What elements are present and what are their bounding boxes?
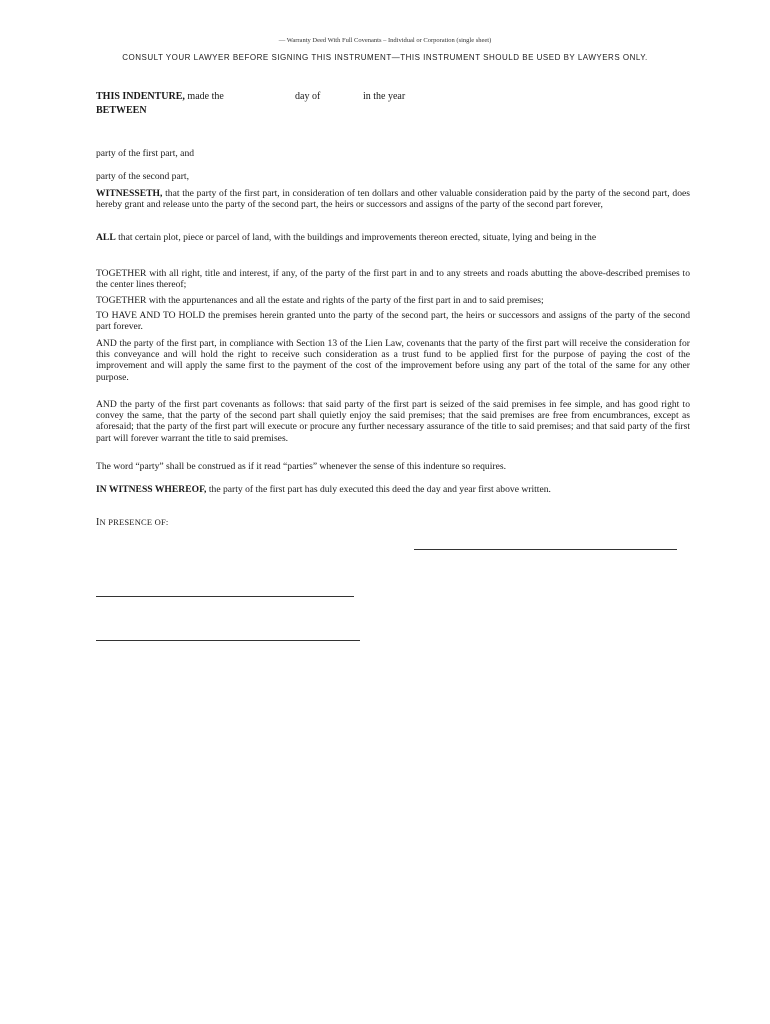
in-witness-text: the party of the first part has duly executed this deed the day and year first above written.	[206, 484, 551, 495]
grantor-signature-line	[414, 549, 677, 550]
lien-law-paragraph: AND the party of the first part, in compliance with Section 13 of the Lien Law, covenants that the party of the first part will receive the consideration for this conveyance and will hold the right to receive such consideration as a trust fund to be applied first for the purpose of paying the cost of the improvement and will apply the same first to the payment of the cost of the improvement before using any part of the total of the same for any other purpose.	[96, 338, 690, 383]
day-of-label: day of	[295, 91, 321, 102]
indenture-heading: THIS INDENTURE,	[96, 91, 185, 102]
witness-signature-line-1	[96, 596, 354, 597]
indenture-line	[96, 91, 224, 102]
together-paragraph-1: TOGETHER with all right, title and interest, if any, of the party of the first part in and to any streets and roads abutting the above-described premises to the center lines thereof;	[96, 268, 690, 291]
witness-signature-line-2	[96, 640, 360, 641]
in-presence-initial: I	[96, 517, 100, 528]
witnesseth-paragraph	[96, 188, 690, 210]
in-the-year-label: in the year	[363, 91, 406, 102]
witnesseth-lead: WITNESSETH,	[96, 188, 163, 199]
all-lead: ALL	[96, 232, 116, 243]
first-party-line: party of the first part, and	[96, 148, 195, 159]
to-have-paragraph: TO HAVE AND TO HOLD the premises herein granted unto the party of the second part, the heirs or successors and assigns of the party of the second part forever.	[96, 310, 690, 333]
all-text: that certain plot, piece or parcel of land, with the buildings and improvements thereon erected, situate, lying and being in the	[115, 232, 597, 243]
all-paragraph	[96, 232, 690, 243]
in-witness-paragraph	[96, 484, 690, 495]
in-witness-lead: IN WITNESS WHEREOF,	[96, 484, 207, 495]
together-paragraph-2: TOGETHER with the appurtenances and all the estate and rights of the party of the first part in and to said premises;	[96, 295, 544, 306]
covenants-paragraph: AND the party of the first part covenants as follows: that said party of the first part is seized of the said premises in fee simple, and has good right to convey the same, that the party of the second part shall quietly enjoy the said premises; that the said premises are free from encumbrances, except as aforesaid; that the party of the first part will execute or procure any further necessary assurance of the title to said premises; and that said party of the first part will forever warrant the title to said premises.	[96, 399, 690, 444]
second-party-line: party of the second part,	[96, 171, 189, 182]
made-the-label: made the	[187, 91, 224, 102]
in-presence-rest: N PRESENCE OF:	[99, 517, 169, 527]
between-heading: BETWEEN	[96, 105, 147, 116]
witnesseth-text: that the party of the first part, in consideration of ten dollars and other valuable consideration paid by the party of the second part, does hereby grant and release unto the party of the second part, the heirs or successors and assigns of the party of the second part forever,	[96, 188, 690, 211]
lawyer-warning: CONSULT YOUR LAWYER BEFORE SIGNING THIS INSTRUMENT—THIS INSTRUMENT SHOULD BE USED BY LAWYERS ONLY.	[122, 53, 648, 62]
form-title: — Warranty Deed With Full Covenants – Individual or Corporation (single sheet)	[278, 37, 492, 44]
party-word-paragraph: The word “party” shall be construed as if it read “parties” whenever the sense of this indenture so requires.	[96, 461, 506, 472]
in-presence-of-label	[96, 517, 168, 528]
